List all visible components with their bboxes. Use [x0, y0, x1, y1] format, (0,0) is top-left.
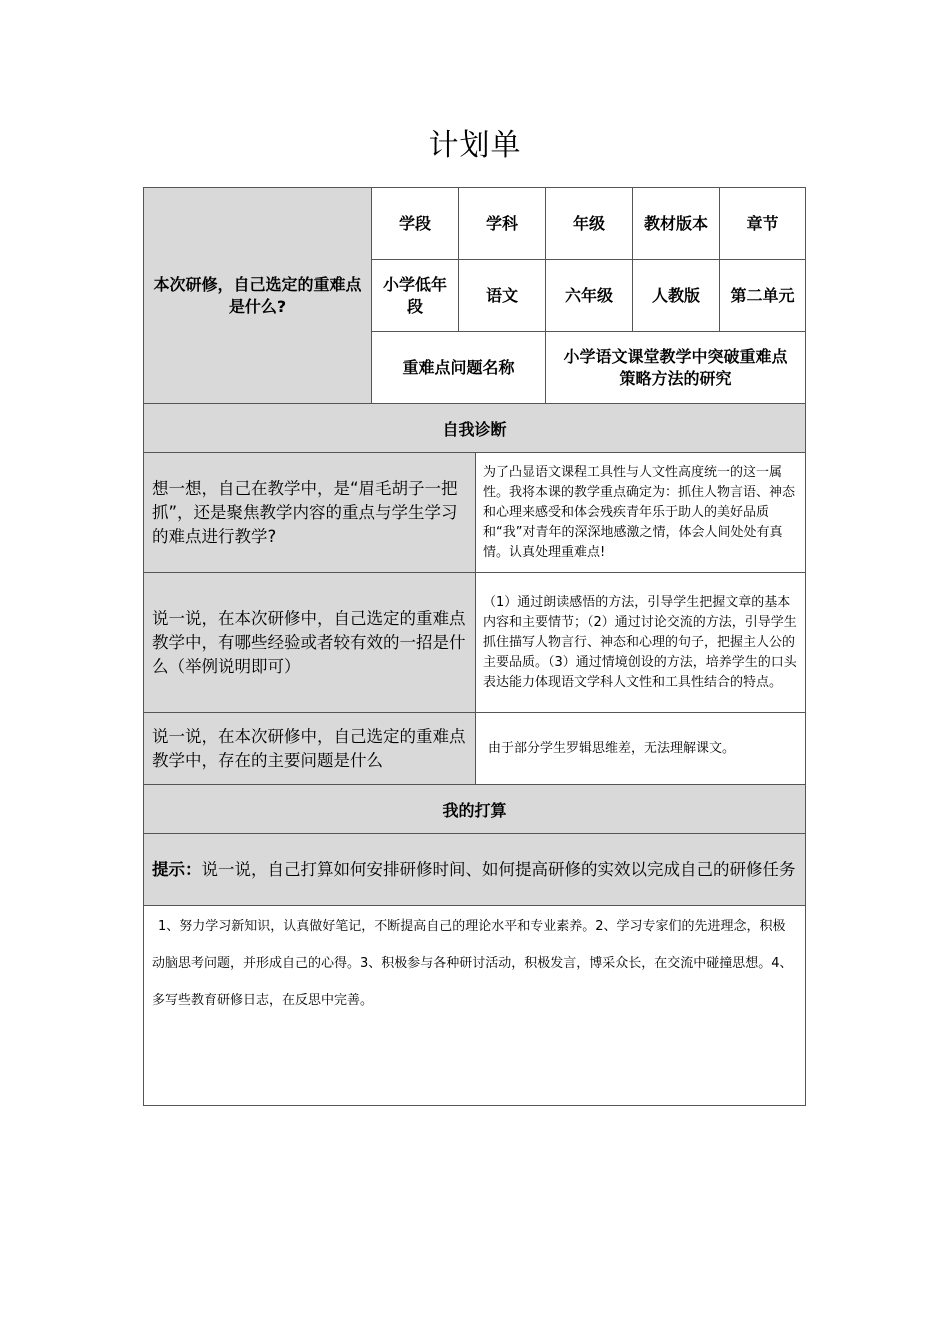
selected-focus-question-text: 本次研修，自己选定的重难点是什么?: [153, 274, 362, 316]
topic-value-text: 小学语文课堂教学中突破重难点策略方法的研究: [563, 346, 788, 388]
hint-body: 说一说，自己打算如何安排研修时间、如何提高研修的实效以完成自己的研修任务: [201, 859, 796, 879]
column-header-stage: [371, 187, 459, 260]
header-value-text: 语文: [485, 285, 518, 305]
column-header-label: 章节: [746, 213, 779, 233]
header-value-text: 六年级: [564, 285, 613, 305]
topic-label-text: 重难点问题名称: [402, 357, 515, 377]
column-header-label: 教材版本: [643, 213, 708, 233]
plan-hint-text: [152, 858, 796, 882]
value-textbook-edition: [632, 259, 720, 332]
diagnosis-answer-3: [475, 712, 806, 785]
document-title: 计划单: [428, 128, 522, 163]
topic-label: [371, 331, 546, 404]
diagnosis-question-3: [143, 712, 476, 785]
diagnosis-question-2: [143, 572, 476, 713]
plan-content: [143, 905, 806, 1106]
header-value-text: 第二单元: [730, 285, 795, 305]
diagnosis-question-1: [143, 452, 476, 573]
selected-focus-question: [143, 187, 372, 404]
question-text: 想一想，自己在教学中，是“眉毛胡子一把抓”，还是聚焦教学内容的重点与学生学习的难点进行教学?: [152, 478, 458, 546]
section-my-plan: [143, 784, 806, 834]
header-value-text: 小学低年段: [382, 274, 447, 316]
column-header-subject: [458, 187, 546, 260]
section-title: 自我诊断: [442, 419, 507, 439]
topic-value: [545, 331, 806, 404]
diagnosis-answer-2: [475, 572, 806, 713]
question-text: 说一说，在本次研修中，自己选定的重难点教学中，存在的主要问题是什么: [152, 726, 466, 770]
column-header-grade: [545, 187, 633, 260]
column-header-label: 学科: [485, 213, 518, 233]
question-text: 说一说，在本次研修中，自己选定的重难点教学中，有哪些经验或者较有效的一招是什么（举例说明即可）: [152, 608, 466, 676]
diagnosis-answer-1: [475, 452, 806, 573]
column-header-chapter: [719, 187, 806, 260]
hint-label: 提示：: [152, 859, 202, 879]
section-title: 我的打算: [442, 800, 507, 820]
answer-text: 由于部分学生罗辑思维差，无法理解课文。: [488, 740, 736, 756]
value-stage: [371, 259, 459, 332]
plan-hint: [143, 833, 806, 906]
plan-content-text: 1、努力学习新知识，认真做好笔记，不断提高自己的理论水平和专业素养。2、学习专家们的先进理念，积极动脑思考问题，并形成自己的心得。3、积极参与各种研讨活动，积极发言，博采众长，在交流中碰撞思想。4、多写些教育研修日志，在反思中完善。: [152, 919, 793, 1008]
value-subject: [458, 259, 546, 332]
value-grade: [545, 259, 633, 332]
answer-text: （1）通过朗读感悟的方法，引导学生把握文章的基本内容和主要情节；（2）通过讨论交流的方法，引导学生抓住描写人物言行、神态和心理的句子，把握主人公的主要品质。（3）通过情境创设的方法，培养学生的口头表达能力体现语文学科人文性和工具性结合的特点。: [483, 594, 797, 690]
section-self-diagnosis: [143, 403, 806, 453]
column-header-label: 学段: [398, 213, 431, 233]
answer-text: 为了凸显语文课程工具性与人文性高度统一的这一属性。我将本课的教学重点确定为：抓住人物言语、神态和心理来感受和体会残疾青年乐于助人的美好品质和“我”对青年的深深地感激之情，体会人间处处有真情。认真处理重难点!: [483, 464, 796, 560]
header-value-text: 人教版: [651, 285, 700, 305]
value-chapter: [719, 259, 806, 332]
column-header-label: 年级: [572, 213, 605, 233]
column-header-textbook-edition: [632, 187, 720, 260]
